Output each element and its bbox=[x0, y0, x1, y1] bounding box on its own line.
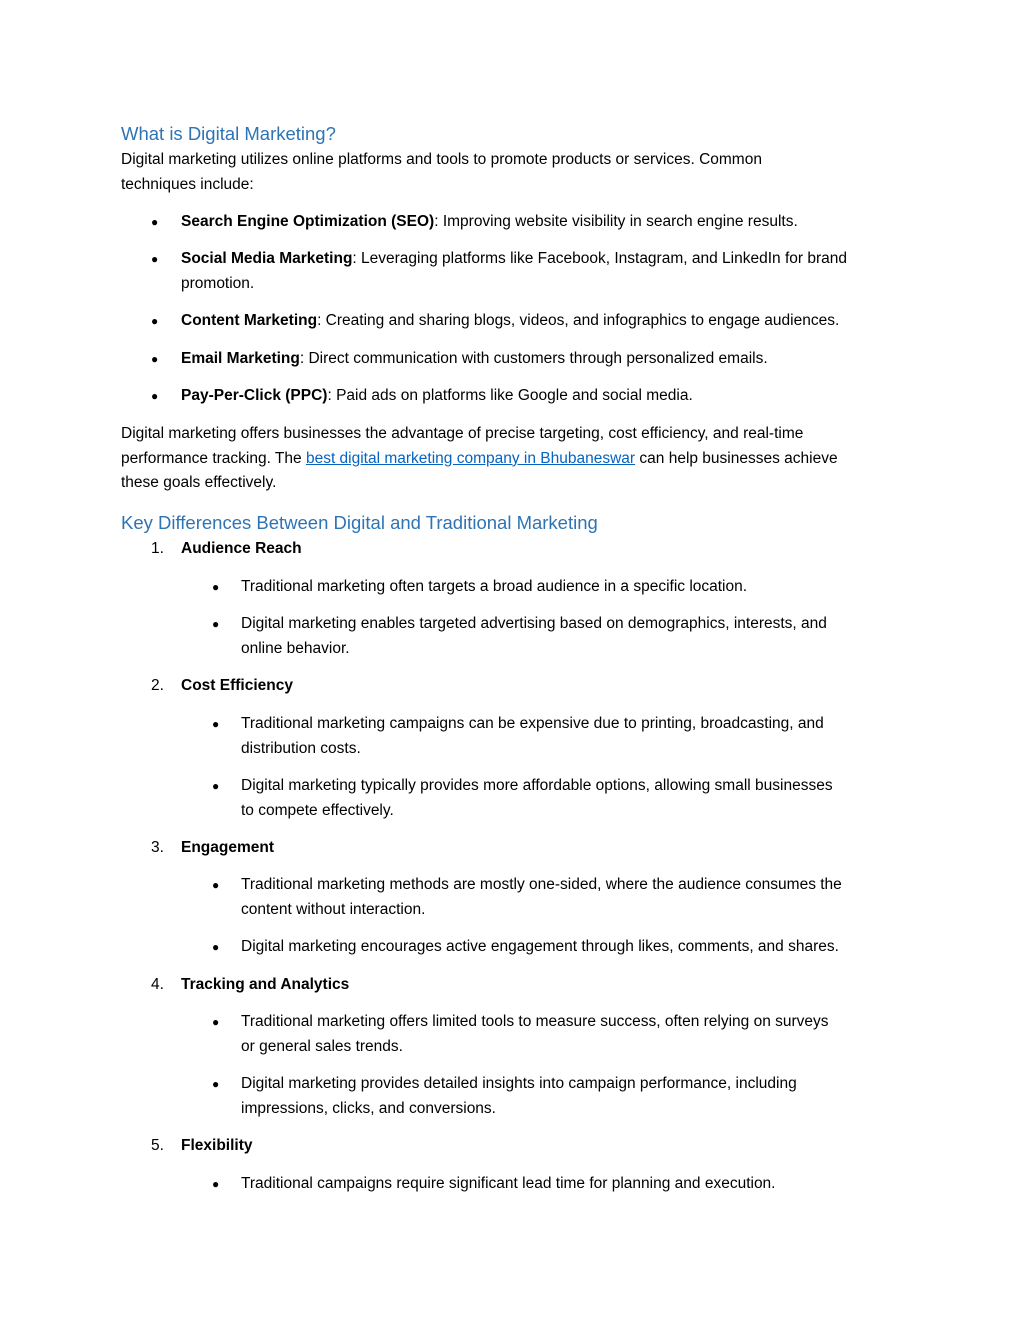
list-item-term: Pay-Per-Click (PPC) bbox=[181, 387, 328, 404]
list-item-text: : Direct communication with customers through personalized emails. bbox=[299, 350, 768, 367]
list-item: Digital marketing encourages active engagement through likes, comments, and shares. bbox=[241, 938, 839, 955]
bullet-dot: ● bbox=[151, 352, 159, 366]
bullet-dot: ● bbox=[212, 580, 220, 594]
list-item-text: promotion. bbox=[181, 274, 255, 292]
heading-key-differences: Key Differences Between Digital and Traditional Marketing bbox=[121, 512, 598, 533]
bullet-dot: ● bbox=[212, 1015, 220, 1029]
bullet-dot: ● bbox=[212, 878, 220, 892]
item-title: Tracking and Analytics bbox=[181, 976, 350, 993]
list-item-term: Email Marketing bbox=[181, 350, 300, 367]
intro-line: techniques include: bbox=[121, 175, 254, 193]
list-item-term: Search Engine Optimization (SEO) bbox=[181, 213, 435, 230]
item-number: 1. bbox=[151, 540, 164, 557]
bullet-dot: ● bbox=[212, 1077, 220, 1091]
bullet-dot: ● bbox=[212, 617, 220, 631]
list-item-term: Social Media Marketing bbox=[181, 250, 353, 267]
heading-what-is-digital-marketing: What is Digital Marketing? bbox=[121, 123, 336, 144]
bullet-dot: ● bbox=[151, 314, 159, 328]
list-item bbox=[181, 347, 768, 372]
list-item: Traditional marketing campaigns can be expensive due to printing, broadcasting, and distribution costs. bbox=[241, 715, 824, 757]
list-item: Digital marketing enables targeted advertising based on demographics, interests, and online behavior. bbox=[241, 615, 827, 657]
item-title: Engagement bbox=[181, 839, 275, 856]
intro-paragraph bbox=[121, 148, 762, 197]
list-item bbox=[181, 309, 839, 334]
list-item bbox=[181, 247, 847, 296]
item-title: Cost Efficiency bbox=[181, 677, 293, 694]
outro-line: these goals effectively. bbox=[121, 474, 277, 491]
bullet-dot: ● bbox=[212, 940, 220, 954]
list-item-term: Content Marketing bbox=[181, 312, 318, 329]
list-item-text: : Leveraging platforms like Facebook, Instagram, and LinkedIn for brand bbox=[352, 250, 847, 267]
bullet-dot: ● bbox=[151, 252, 159, 266]
list-item: Digital marketing provides detailed insights into campaign performance, including impressions, clicks, and conversions. bbox=[241, 1075, 797, 1117]
list-item-text: : Creating and sharing blogs, videos, and infographics to engage audiences. bbox=[317, 312, 840, 329]
outro-paragraph bbox=[121, 422, 838, 496]
list-item: Traditional marketing methods are mostly one-sided, where the audience consumes the content without interaction. bbox=[241, 876, 842, 918]
intro-line: Digital marketing utilizes online platforms and tools to promote products or services. Common bbox=[121, 151, 762, 168]
list-item bbox=[181, 384, 693, 409]
bullet-dot: ● bbox=[151, 389, 159, 403]
outro-line: performance tracking. The best digital marketing company in Bhubaneswar can help businesses achieve bbox=[121, 449, 838, 467]
list-item: Digital marketing typically provides more affordable options, allowing small businesses to compete effectively. bbox=[241, 777, 833, 819]
item-number: 4. bbox=[151, 976, 164, 993]
item-title: Flexibility bbox=[181, 1137, 253, 1154]
company-link[interactable]: best digital marketing company in Bhubaneswar bbox=[305, 449, 636, 467]
bullet-dot: ● bbox=[212, 779, 220, 793]
outro-line: Digital marketing offers businesses the advantage of precise targeting, cost efficiency, and real-time bbox=[121, 425, 804, 442]
item-number: 2. bbox=[151, 677, 164, 694]
item-title: Audience Reach bbox=[181, 540, 302, 557]
bullet-dot: ● bbox=[151, 215, 159, 229]
bullet-dot: ● bbox=[212, 1177, 220, 1191]
item-number: 3. bbox=[151, 839, 164, 856]
list-item-text: : Paid ads on platforms like Google and social media. bbox=[327, 387, 693, 404]
item-number: 5. bbox=[151, 1137, 164, 1154]
list-item-text: : Improving website visibility in search engine results. bbox=[434, 213, 798, 230]
bullet-dot: ● bbox=[212, 717, 220, 731]
list-item: Traditional marketing often targets a broad audience in a specific location. bbox=[241, 578, 748, 595]
list-item: Traditional campaigns require significant lead time for planning and execution. bbox=[241, 1175, 776, 1192]
list-item: Traditional marketing offers limited tools to measure success, often relying on surveys or general sales trends. bbox=[241, 1013, 829, 1055]
list-item bbox=[181, 210, 798, 235]
